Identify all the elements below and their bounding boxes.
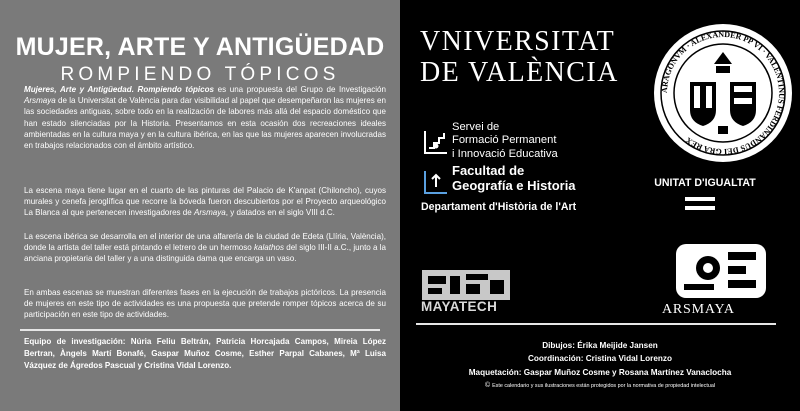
iberica-paragraph: La escena ibérica se desarrolla en el interior de una alfarería de la ciudad de Edeta (Llíria, València), donde la artista del taller está pintando el letrero de un hermoso kalathos del siglo III-II a.C., junto a la anciana propietaria del taller y a una distinguida dama que encarga un vaso. xyxy=(24,232,386,264)
copyright-icon: © xyxy=(484,382,493,389)
serveis-icon xyxy=(422,128,450,156)
credit-coordinacion: Coordinación: Cristina Vidal Lorenzo xyxy=(527,354,673,363)
credit-dibujos: Dibujos: Érika Meijide Jansen xyxy=(542,341,658,350)
right-panel xyxy=(400,0,800,411)
igualtat-logo: UNITAT D'IGUALTAT xyxy=(654,177,756,189)
credit-maquetacion: Maquetación: Gaspar Muñoz Cosme y Rosana Martínez Vanaclocha xyxy=(468,368,732,377)
equals-icon xyxy=(685,197,715,215)
arsmaya-logo: ARSMAYA xyxy=(662,302,735,317)
intro-paragraph: Mujeres, Arte y Antigüedad. Rompiendo tópicos es una propuesta del Grupo de Investigación Arsmaya de la Universitat de València para dar visibilidad al papel que desempeñaron las mujeres en las sociedades antiguas, sobre todo en la realización de labores más allá del espacio doméstico que han estado silenciadas por la Historia. Presentamos en esta ocasión dos recreaciones ideales ambientadas en la cultura maya y en la cultura ibérica, en las que las mujeres aparecen involucradas en trabajos relacionados con el ámbito artístico. xyxy=(24,85,386,151)
team-credits: Equipo de investigación: Núria Feliu Beltrán, Patricia Horcajada Campos, Mireia López Bertran, Àngels Martí Bonafé, Gaspar Muñoz Cosme, Esther Parpal Cabanes, Mª Luisa Vázquez de Ágredos Pascual y Cristina Vidal Lorenzo. xyxy=(24,337,386,371)
svg-text:ARAGONVM · ALEXANDER PP VI · V: ARAGONVM · ALEXANDER PP VI · VALENTINUS FERDINANDUS DEI GRA REX xyxy=(659,29,787,157)
divider xyxy=(416,323,776,325)
mayatech-logo: MAYATECH xyxy=(421,299,498,314)
facultad-icon xyxy=(422,168,450,196)
arsmaya-glyph-icon xyxy=(668,240,773,302)
page-title: MUJER, ARTE Y ANTIGÜEDAD xyxy=(15,33,385,61)
divider xyxy=(20,329,380,331)
closing-paragraph: En ambas escenas se muestran diferentes fases en la ejecución de trabajos pictóricos. La presencia de mujeres en este tipo de actividades es una propuesta que pretende romper tópicos acerca de su participación en este tipo de actividades. xyxy=(24,288,386,320)
serveis-logo: Servei de Formació Permanent i Innovació Educativa xyxy=(452,121,558,160)
universitat-logo: VNIVERSITAT DE VALÈNCIA xyxy=(420,26,619,88)
maya-paragraph: La escena maya tiene lugar en el cuarto de las pinturas del Palacio de K'anpat (Chiloncho), cuyos murales y cenefa jeroglífica que recorre la bóveda fueron descubiertos por el Proyecto arqueológico La Blanca al que pertenecen investigadores de Arsmaya, y datados en el siglo VIII d.C. xyxy=(24,186,386,218)
mayatech-glyph-icon xyxy=(420,268,512,302)
departament-label: Departament d'Història de l'Art xyxy=(421,201,577,213)
facultad-logo: Facultad de Geografía e Historia xyxy=(452,163,576,193)
university-seal-icon xyxy=(652,22,794,164)
page-subtitle: ROMPIENDO TÓPICOS xyxy=(60,64,340,85)
copyright-note: © Este calendario y sus ilustraciones están protegidos por la normativa de propiedad intelectual xyxy=(484,382,716,389)
